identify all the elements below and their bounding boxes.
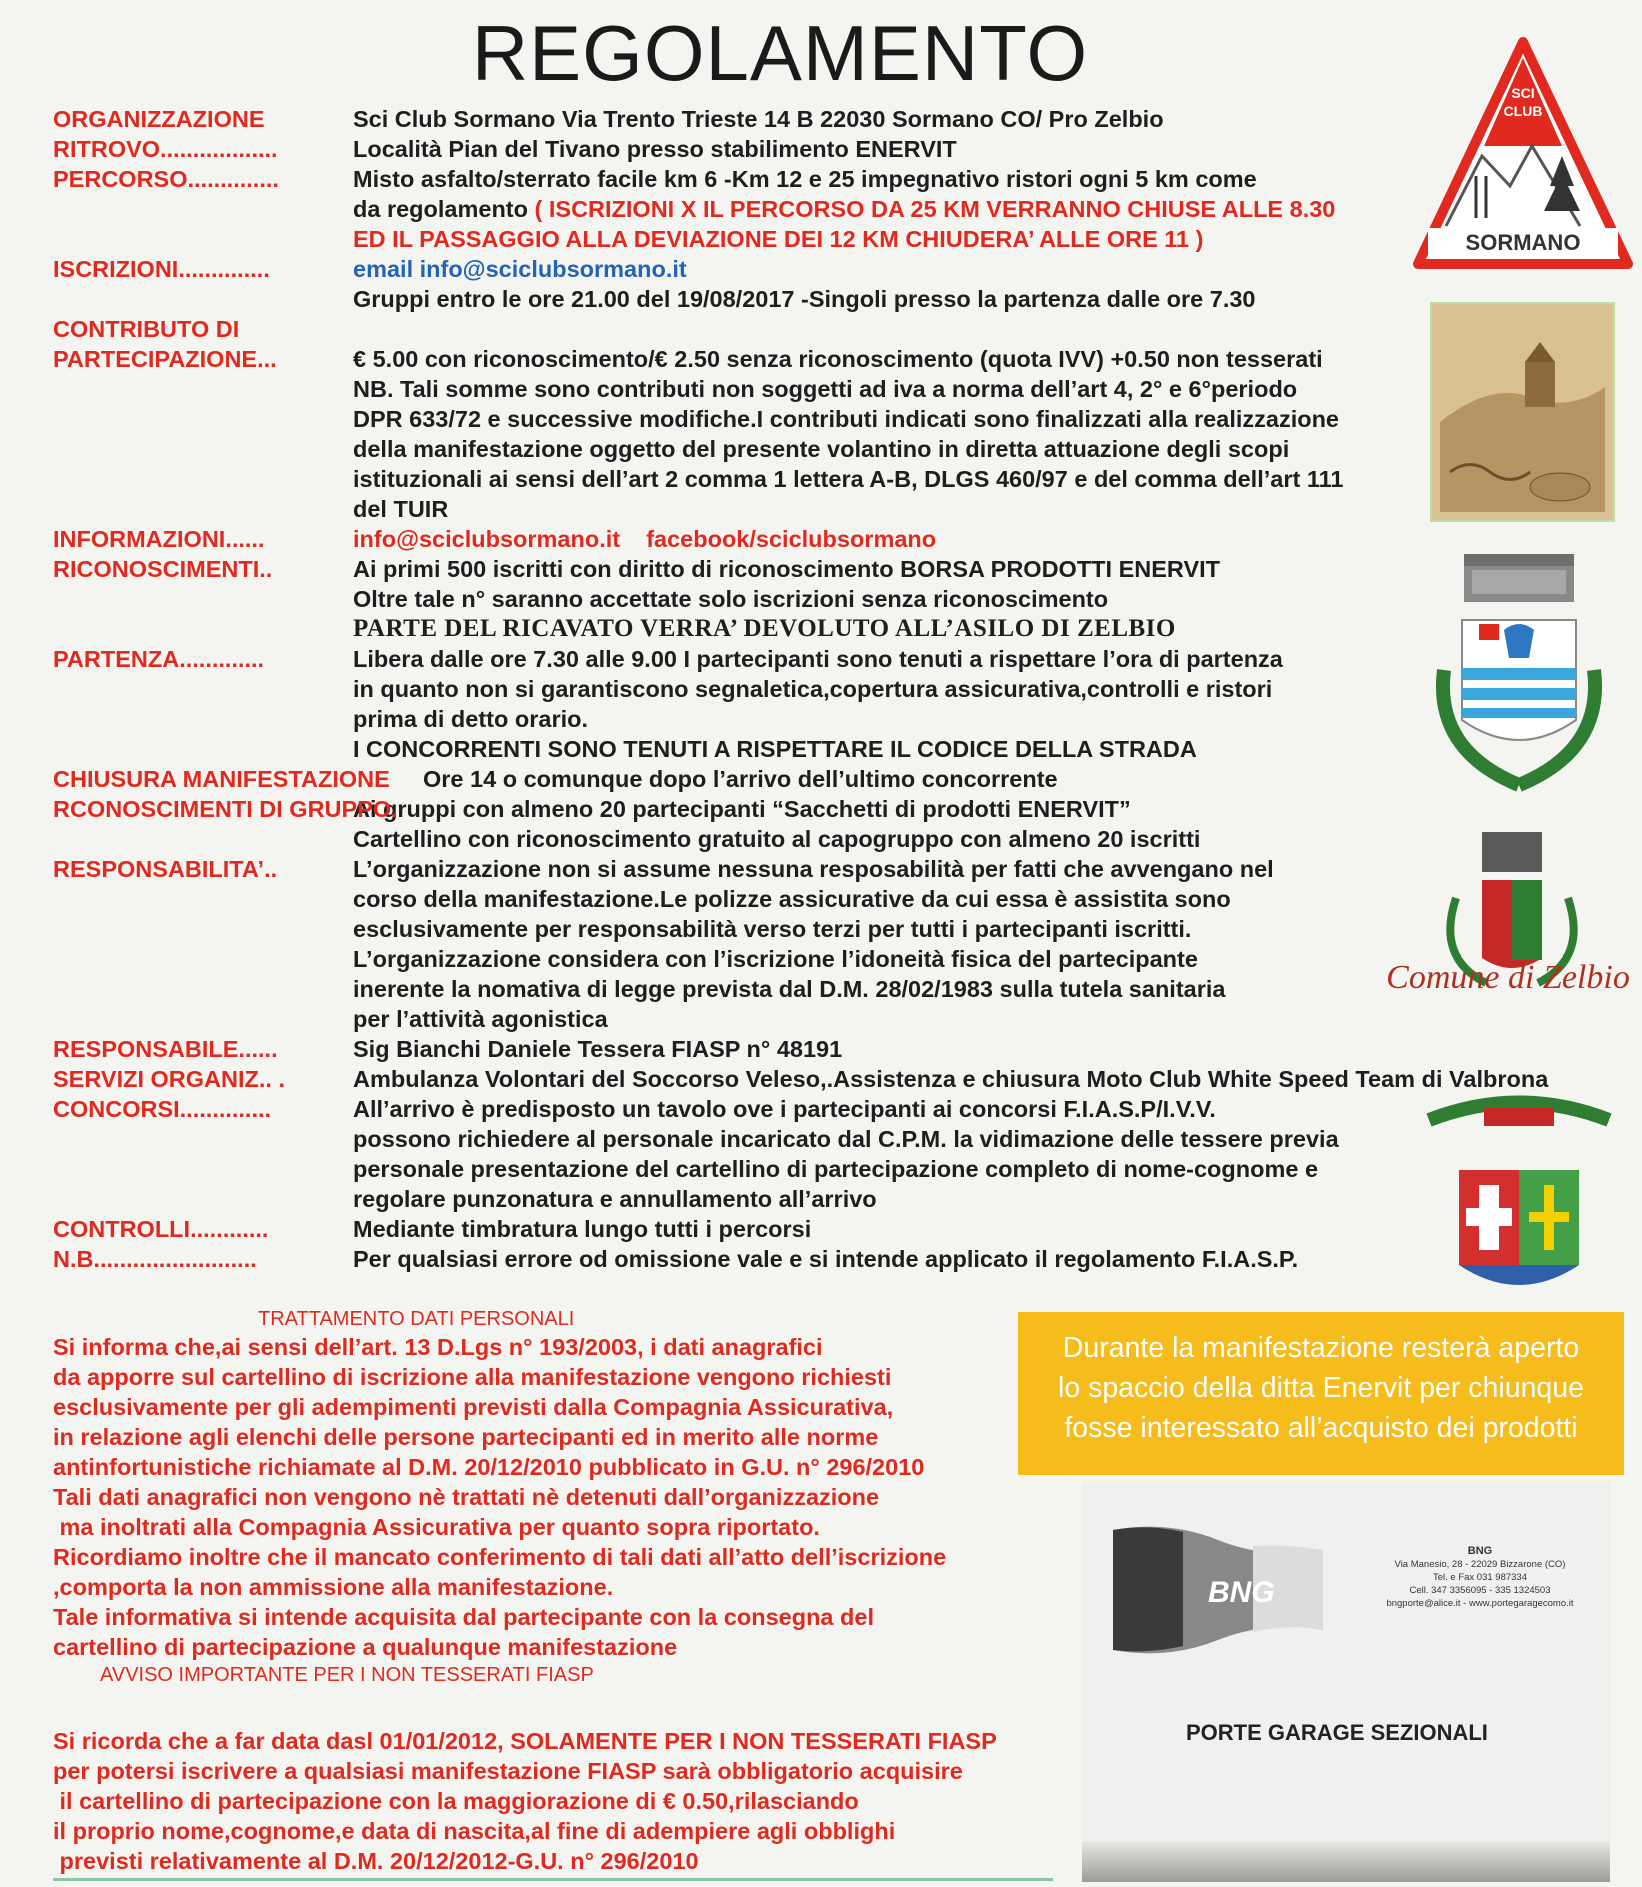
row-text: esclusivamente per responsabilità verso terzi per tutti i partecipanti iscritti.: [353, 916, 1192, 942]
sci-club-sormano-logo: [1412, 36, 1634, 298]
vintage-village-picture: [1430, 302, 1615, 522]
coat-of-arms-2: [1424, 1090, 1614, 1304]
divider: [53, 1878, 1053, 1881]
row-label: CONTROLLI............: [53, 1216, 269, 1242]
row-text: Ai primi 500 iscritti con diritto di riconoscimento BORSA PRODOTTI ENERVIT: [353, 556, 1221, 582]
row-label: PERCORSO..............: [53, 166, 279, 192]
email-link[interactable]: email info@sciclubsormano.it: [353, 256, 687, 282]
page-title: REGOLAMENTO: [471, 9, 1089, 97]
row-text: in quanto non si garantiscono segnaletica,copertura assicurativa,controlli e ristori: [353, 676, 1273, 702]
row-text: DPR 633/72 e successive modifiche.I contributi indicati sono finalizzati alla realizzazione: [353, 406, 1340, 432]
row-responsabile: [53, 1034, 1642, 1064]
row-text: personale presentazione del cartellino di partecipazione completo di nome-cognome e: [353, 1156, 1319, 1182]
coat-of-arms-1: [1424, 550, 1614, 795]
zelbio-caption: Comune di Zelbio: [1386, 959, 1630, 996]
row-text: inerente la nomativa di legge prevista dal D.M. 28/02/1983 sulla tutela sanitaria: [353, 976, 1226, 1002]
row-riconoscimenti: [53, 554, 1642, 644]
row-label: N.B.........................: [53, 1246, 257, 1272]
row-label: PARTENZA.............: [53, 646, 265, 672]
row-label: SERVIZI ORGANIZ.. .: [53, 1066, 285, 1092]
privacy-section: [53, 1306, 1053, 1688]
enervit-shop-notice: Durante la manifestazione resterà aperto lo spaccio della ditta Enervit per chiunque fosse interessato all’acquisto dei prodotti: [1018, 1312, 1624, 1475]
row-text: € 5.00 con riconoscimento/€ 2.50 senza riconoscimento (quota IVV) +0.50 non tesserati: [353, 346, 1323, 372]
row-text: All’arrivo è predisposto un tavolo ove i partecipanti ai concorsi F.I.A.S.P/I.V.V.: [353, 1096, 1216, 1122]
row-label: RCONOSCIMENTI DI GRUPPO.: [53, 796, 398, 822]
row-servizi: [53, 1064, 1642, 1094]
row-iscrizioni: [53, 254, 1642, 314]
row-text: Ambulanza Volontari del Soccorso Veleso,.Assistenza e chiusura Moto Club White Speed Team di Valbrona: [353, 1066, 1549, 1092]
comune-zelbio-emblem: [1386, 828, 1631, 1028]
donation-note: PARTE DEL RICAVATO VERRA’ DEVOLUTO ALL’ASILO DI ZELBIO: [353, 615, 1176, 642]
row-text-highlight: ( ISCRIZIONI X IL PERCORSO DA 25 KM VERRANNO CHIUSE ALLE 8.30: [534, 196, 1336, 222]
row-text: Località Pian del Tivano presso stabilimento ENERVIT: [353, 136, 957, 162]
row-text: Ore 14 o comunque dopo l’arrivo dell’ultimo concorrente: [423, 766, 1058, 792]
row-text: prima di detto orario.: [353, 706, 589, 732]
row-label: RESPONSABILE......: [53, 1036, 278, 1062]
bng-flag-logo: [1108, 1520, 1328, 1660]
ad-caption: PORTE GARAGE SEZIONALI: [1186, 1720, 1488, 1745]
lion-icon: [1504, 624, 1534, 658]
contact-links[interactable]: info@sciclubsormano.it facebook/sciclubsormano: [353, 526, 937, 552]
rules-list: [53, 104, 1642, 1274]
row-text: per l’attività agonistica: [353, 1006, 608, 1032]
row-text: Oltre tale n° saranno accettate solo iscrizioni senza riconoscimento: [353, 586, 1109, 612]
row-text-highlight: ED IL PASSAGGIO ALLA DEVIAZIONE DEI 12 KM CHIUDERA’ ALLE ORE 11 ): [353, 226, 1204, 252]
row-label: CONCORSI..............: [53, 1096, 272, 1122]
row-text: del TUIR: [353, 496, 449, 522]
row-organizzazione: [53, 104, 1642, 134]
row-concorsi: [53, 1094, 1642, 1214]
row-label: ORGANIZZAZIONE: [53, 106, 265, 132]
row-text: regolare punzonatura e annullamento all’arrivo: [353, 1186, 877, 1212]
row-text: I CONCORRENTI SONO TENUTI A RISPETTARE IL CODICE DELLA STRADA: [353, 736, 1197, 762]
row-text: della manifestazione oggetto del presente volantino in diretta attuazione degli scopi: [353, 436, 1290, 462]
row-text: istituzionali ai sensi dell’art 2 comma 1 lettera A-B, DLGS 460/97 e del comma dell’art 111: [353, 466, 1344, 492]
privacy-heading: TRATTAMENTO DATI PERSONALI: [258, 1308, 575, 1330]
logo-text-bottom: SORMANO: [1465, 230, 1581, 255]
row-text: Mediante timbratura lungo tutti i percorsi: [353, 1216, 812, 1242]
fiasp-notice: Si ricorda che a far data dasl 01/01/2012, SOLAMENTE PER I NON TESSERATI FIASP per potersi iscrivere a qualsiasi manifestazione FIASP sarà obbligatorio acquisire il cartellino di partecipazione con la maggiorazione di € 0.50,rilasciando il proprio nome,cognome,e data di nascita,al fine di adempiere agli obblighi previsti relativamente al D.M. 20/12/2012-G.U. n° 296/2010: [53, 1728, 997, 1874]
bng-contact: BNG Via Manesio, 28 - 22029 Bizzarone (CO) Tel. e Fax 031 987334 Cell. 347 3356095 - 335 1324503 bngporte@alice.it - www.portegaragecomo.it: [1386, 1545, 1574, 1609]
privacy-text: Si informa che,ai sensi dell’art. 13 D.Lgs n° 193/2003, i dati anagrafici da apporre sul cartellino di iscrizione alla manifestazione vengono richiesti esclusivamente per gli adempimenti previsti dalla Compagnia Assicurativa, in relazione agli elenchi delle persone partecipanti ed in merito alle norme antinfortunistiche richiamate al D.M. 20/12/2010 pubblicato in G.U. n° 296/2010 Tali dati anagrafici non vengono nè trattati nè detenuti dall’organizzazione ma inoltrati alla Compagnia Assicurativa per quanto sopra riportato. Ricordiamo inoltre che il mancato conferimento di tali dati all’atto dell’iscrizione ,comporta la non ammissione alla manifestazione. Tale informativa si intende acquisita dal partecipante con la consegna del cartellino di partecipazione a qualunque manifestazione: [53, 1334, 947, 1660]
row-text: L’organizzazione non si assume nessuna resposabilità per fatti che avvengano nel: [353, 856, 1274, 882]
ad-bottom-image: [1082, 1842, 1610, 1882]
row-text: Gruppi entro le ore 21.00 del 19/08/2017 -Singoli presso la partenza dalle ore 7.30: [353, 286, 1256, 312]
row-label: RESPONSABILITA’..: [53, 856, 278, 882]
row-label: ISCRIZIONI..............: [53, 256, 270, 282]
row-text: Sci Club Sormano Via Trento Trieste 14 B 22030 Sormano CO/ Pro Zelbio: [353, 106, 1164, 132]
row-label: RITROVO..................: [53, 136, 278, 162]
row-percorso: [53, 164, 1642, 254]
row-text: Per qualsiasi errore od omissione vale e si intende applicato il regolamento F.I.A.S.P.: [353, 1246, 1299, 1272]
logo-text-mid: CLUB: [1503, 103, 1543, 119]
row-informazioni: [53, 524, 1642, 554]
row-label: RICONOSCIMENTI..: [53, 556, 273, 582]
row-controlli: [53, 1214, 1642, 1244]
row-text: possono richiedere al personale incaricato dal C.P.M. la vidimazione delle tessere previa: [353, 1126, 1339, 1152]
row-text: corso della manifestazione.Le polizze assicurative da cui essa è assistita sono: [353, 886, 1231, 912]
row-text: Libera dalle ore 7.30 alle 9.00 I partecipanti sono tenuti a rispettare l’ora di partenza: [353, 646, 1283, 672]
row-label: CONTRIBUTO DI PARTECIPAZIONE...: [53, 316, 277, 372]
row-nb: [53, 1244, 1642, 1274]
row-text: L’organizzazione considera con l’iscrizione l’idoneità fisica del partecipante: [353, 946, 1198, 972]
row-label: INFORMAZIONI......: [53, 526, 265, 552]
row-ritrovo: [53, 134, 1642, 164]
row-text: NB. Tali somme sono contributi non soggetti ad iva a norma dell’art 4, 2° e 6°periodo: [353, 376, 1298, 402]
row-text: Ai gruppi con almeno 20 partecipanti “Sacchetti di prodotti ENERVIT”: [353, 796, 1131, 822]
warning-heading: AVVISO IMPORTANTE PER I NON TESSERATI FIASP: [100, 1664, 594, 1686]
row-chiusura: [53, 764, 1642, 794]
row-contributo: [53, 314, 1642, 524]
row-text: Cartellino con riconoscimento gratuito al capogruppo con almeno 20 iscritti: [353, 826, 1201, 852]
row-partenza: [53, 644, 1642, 764]
row-text: Sig Bianchi Daniele Tessera FIASP n° 48191: [353, 1036, 843, 1062]
bng-flag-text: BNG: [1208, 1576, 1275, 1609]
row-text: Misto asfalto/sterrato facile km 6 -Km 12 e 25 impegnativo ristori ogni 5 km come: [353, 166, 1257, 192]
row-label: CHIUSURA MANIFESTAZIONE: [53, 766, 390, 792]
row-text: da regolamento: [353, 196, 535, 222]
logo-text-top: SCI: [1511, 85, 1535, 101]
